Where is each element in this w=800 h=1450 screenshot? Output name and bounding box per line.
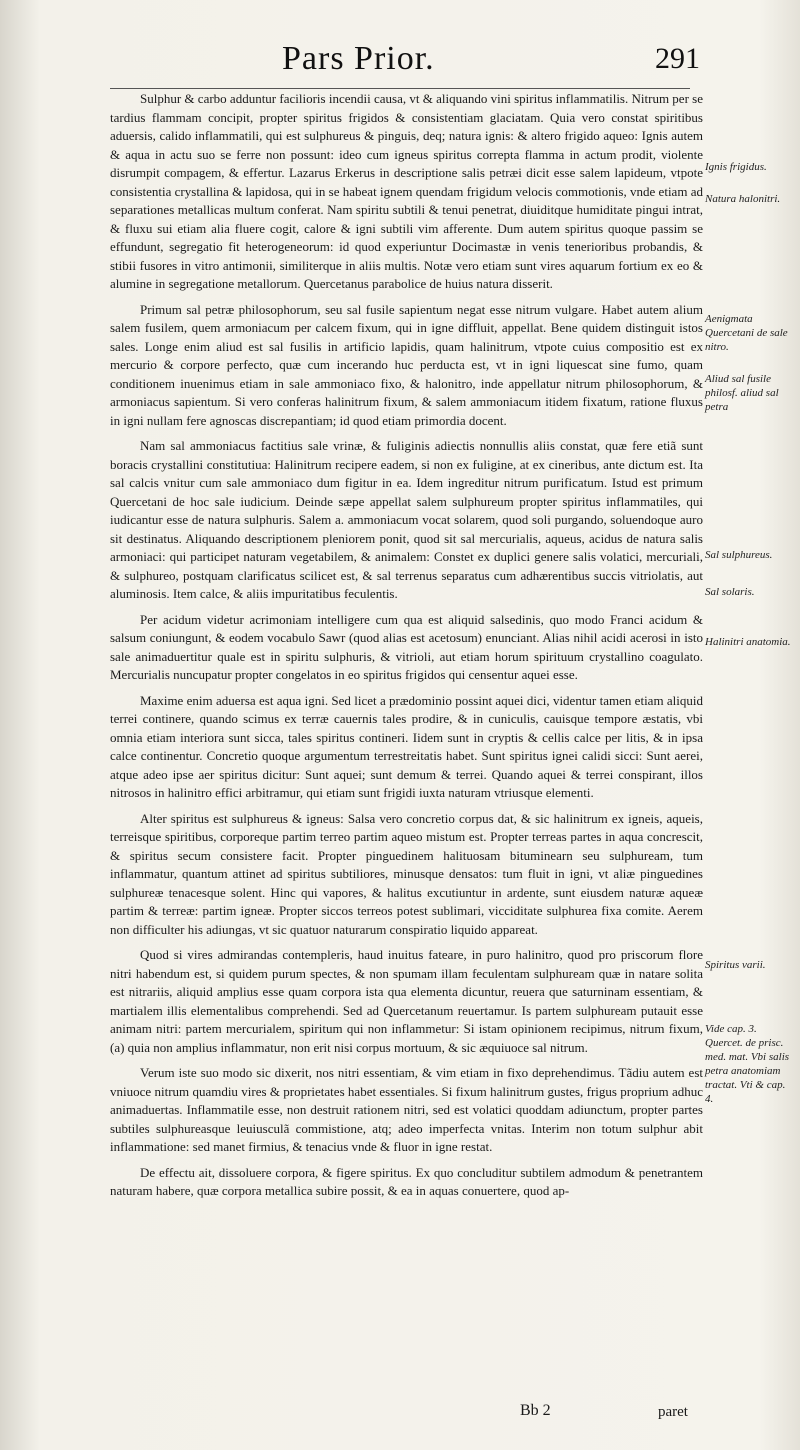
margin-note: Halinitri anatomia.: [705, 636, 791, 648]
paragraph: Sulphur & carbo adduntur facilioris incendii causa, vt & aliquando vini spiritus inflammatilis. Nitrum per se tardius flammam concipit, propter spiritus frigidos & consistentiam glaciatam. Quia vero constat spiritibus aduersis, calido inflammatili, qui est sulphureus & pinguis, deq; natura ignis: & altero frigido aqueo: Ignis autem & aqua in actu suo se ferre non possunt: ideo cum igneus spiritus correpta flamma in actum prodit, violente disrumpit compagem, & effertur. Lazarus Erkerus in descriptione salis petræi dicit esse salem lapideum, vtpote consistentia crystallina & lapidosa, qui in se habeat ignem quendam frigidum velocis commotionis, vnde etiam ad separationes metallicas multum conferat. Nam spiritu subtili & tenui penetrat, diuiditque humiditate pingui intrat, & fluxu sui etiam alia fluere cogit, calore & igni subtili vim afferente. Dum autem spiritus quoque passim se effundunt, segregatio fit heterogeneorum: id quod experiuntur Docimastæ in venis tenerioribus probandis, & stibii fusores in vitro antimonii, similiterque in aliis multis. Notæ vero etiam sunt vires aquarum fortium ex eo & alumine in segregatione metallorum. Quercetanus parabolice de huius natura disserit.: [110, 91, 703, 291]
paragraph: Maxime enim aduersa est aqua igni. Sed licet a prædominio possint aquei dici, videntur tamen etiam aliquid terrei continere, quando scimus ex terræ cauernis tales prodire, & in cuniculis, cauisque tempore æstatis, vbi omnia etiam interiora sunt sicca, tales spiritus contineri. Iidem sunt in cryptis & cellis calce per litis, & in ipsa calce continentur. Concretio quoque argumentum terrestreitatis habet. Sunt spiritus ignei calidi sicci: Sunt aerei, atque adeo ipse aer spiritus dicitur: Sunt aquei; sunt demum & terrei. Quando aquei & terrei conspirant, illos nitrosos in halinitro effici arbitramur, qui etiam sunt frigidi iuxta naturam vtriusque elementi.: [110, 692, 703, 800]
margin-note: Spiritus varii.: [705, 959, 766, 971]
paragraph: Per acidum videtur acrimoniam intelligere cum qua est aliquid salsedinis, quo modo Franci acidum & salsum coniungunt, & eodem vocabulo Sawr (quod alias est acetosum) enunciant. Alias nihil acidi acerosi in isto sale animaduertitur quale est in spiritu sulphuris, & vitrioli, aut etiam horum spirituum crystallino coagulato. Mercurialis nuncupatur propter congelatos in eo spiritus frigidos qui censentur aquei esse.: [110, 611, 703, 682]
paragraph: Alter spiritus est sulphureus & igneus: Salsa vero concretio corpus dat, & sic halinitrum ex igneis, aqueis, terreisque spiritibus, corporeque partim terreo partim aqueo mistum est. Propter terreas partes in aqua concrescit, & spiritus secum consistere facit. Propter pinguedinem halituosam bituminearn seu sulphuream, tum inflammatur, quantum attinet ad spiritus subtiliores, minusque densatos: tum fluit in igni, vt aliæ pinguedines sulphureæ tenacesque solent. Hinc qui vapores, & halitus excutiuntur in ardente, sunt eiusdem naturæ aqueæ partim & terreæ: partim igneæ. Propter siccos terreos potest sublimari, vicciditate sulphurea fixa comite. Aerem non difficulter his adiungas, vt sic quatuor naturarum conspiratio liquido appareat.: [110, 810, 703, 937]
paragraph: Quod si vires admirandas contempleris, haud inuitus fateare, in puro halinitro, quod pro priscorum flore nitri habendum est, si quidem purum spectes, & non spumam illam feculentam sulphuream quæ in natare solita est nitrariis, aliquid amplius esse quam corpora ista qua elementa dicuntur, reuera que saturninam essentiam, & martialem illis elementalibus comprehendi. Sed ad Quercetanum reuertamur. Is partem sulphuream putauit esse animam nitri: partem mercurialem, spiritum qui non inflammetur: Si istam opinionem recipimus, nitrum fixum, (a) quia non amplius inflammatur, non erit nisi corpus mortuum, & sic æquiuoce sal nitrum.: [110, 947, 703, 1055]
margin-note: Sal sulphureus.: [705, 549, 773, 561]
page-header: [0, 40, 800, 90]
paragraph: De effectu ait, dissoluere corpora, & figere spiritus. Ex quo concluditur subtilem admodum & penetrantem naturam habere, quæ corpora metallica subire possit, & ea in aquas conuertere, quod ap-: [110, 1164, 703, 1198]
paragraph: Verum iste suo modo sic dixerit, nos nitri essentiam, & vim etiam in fixo deprehendimus. Tãdiu autem est vniuoce nitrum quamdiu vires & proprietates habet essentiales. Si fixum halinitrum gustes, frigus proprium adhuc animaduertas. Inflammatile esse, non destruit rationem nitri, sed est volatici quoddam adiunctum, propter partes subtiles sulphureasque leuiusculã commistione, atq; adeo imperfecta vnitas. Interim non totum sulphur abit inflammatione: sed manet firmius, & tenacius vnde & fluor in igne restat.: [110, 1065, 703, 1154]
signature-mark: Bb 2: [520, 1402, 551, 1419]
header-rule: [110, 88, 690, 89]
catchword: paret: [658, 1404, 688, 1420]
margin-note: Sal solaris.: [705, 586, 755, 598]
page-footer: [0, 1402, 800, 1432]
margin-note: Vide cap. 3. Quercet. de prisc. med. mat. Vbi salis petra anatomiam tractat. Vti & cap. 4.: [705, 1023, 790, 1105]
main-text: [110, 90, 703, 1208]
margin-note: Aenigmata Quercetani de sale nitro.: [705, 313, 788, 353]
paragraph: Nam sal ammoniacus factitius sale vrinæ, & fuliginis adiectis nonnullis aliis constat, quæ fere etiã sunt boracis crystallini constitutiua: Halinitrum recipere eadem, si non ex fuligine, at ex cineribus, ante dictum est. Ita sal calcis vnitur cum sale ammoniaco dum figitur in ea. Idem ingreditur nitrum purificatum. Istud est primum Quercetani de hoc sale iudicium. Deinde sæpe appellat salem sulphureum propter spiritus inflammatiles, qui iudicantur esse de natura sulphuris. Salem a. ammoniacum vocat solarem, quod soli purgando, soluendoque auro sit destinatus. Aliquando descriptionem pleniorem ponit, quod sit sal mercurialis, aqueus, acidus de natura salis armoniaci: qui participet naturam vegetabilem, & animalem: Constet ex duplici genere salis volatici, mercuriali, & sulphureo, postquam clarificatus scilicet est, & sal terrenus separatus cum adhærentibus succis vitriolatis, aut aluminosis. Item calce, & aliis impuritatibus feculentis.: [110, 438, 703, 601]
page-number: 291: [655, 42, 700, 75]
running-title: Pars Prior.: [282, 40, 435, 77]
margin-note: Aliud sal fusile philosf. aliud sal petra: [705, 373, 779, 413]
margin-note: Natura halonitri.: [705, 193, 781, 205]
paragraph: Primum sal petræ philosophorum, seu sal fusile sapientum negat esse nitrum vulgare. Habet autem alium salem fusilem, quem armoniacum per calcem fixum, qui in igne diffluit, appellat. Bene quidem distinguit istos sales. Longe enim aliud est sal fusilis in artificio lapidis, quam halinitrum, vtpote cuius compositio est ex mercurio & corpore perfecto, quæ cum incerando huc perducta est, vt in igni liquescat sine fumo, quam conditionem inuenimus etiam in sale ammoniaco fixo, & halonitro, inde appellatur nitrum philosophorum, & armoniacus sapientum. Si vero conferas halinitrum fixum, & salem ammoniacum itidem fixatum, ratione fluxus in igni nullam fere agnoscas discrepantiam; id quod etiam primordia docent.: [110, 301, 703, 428]
margin-note: Ignis frigidus.: [705, 161, 767, 173]
